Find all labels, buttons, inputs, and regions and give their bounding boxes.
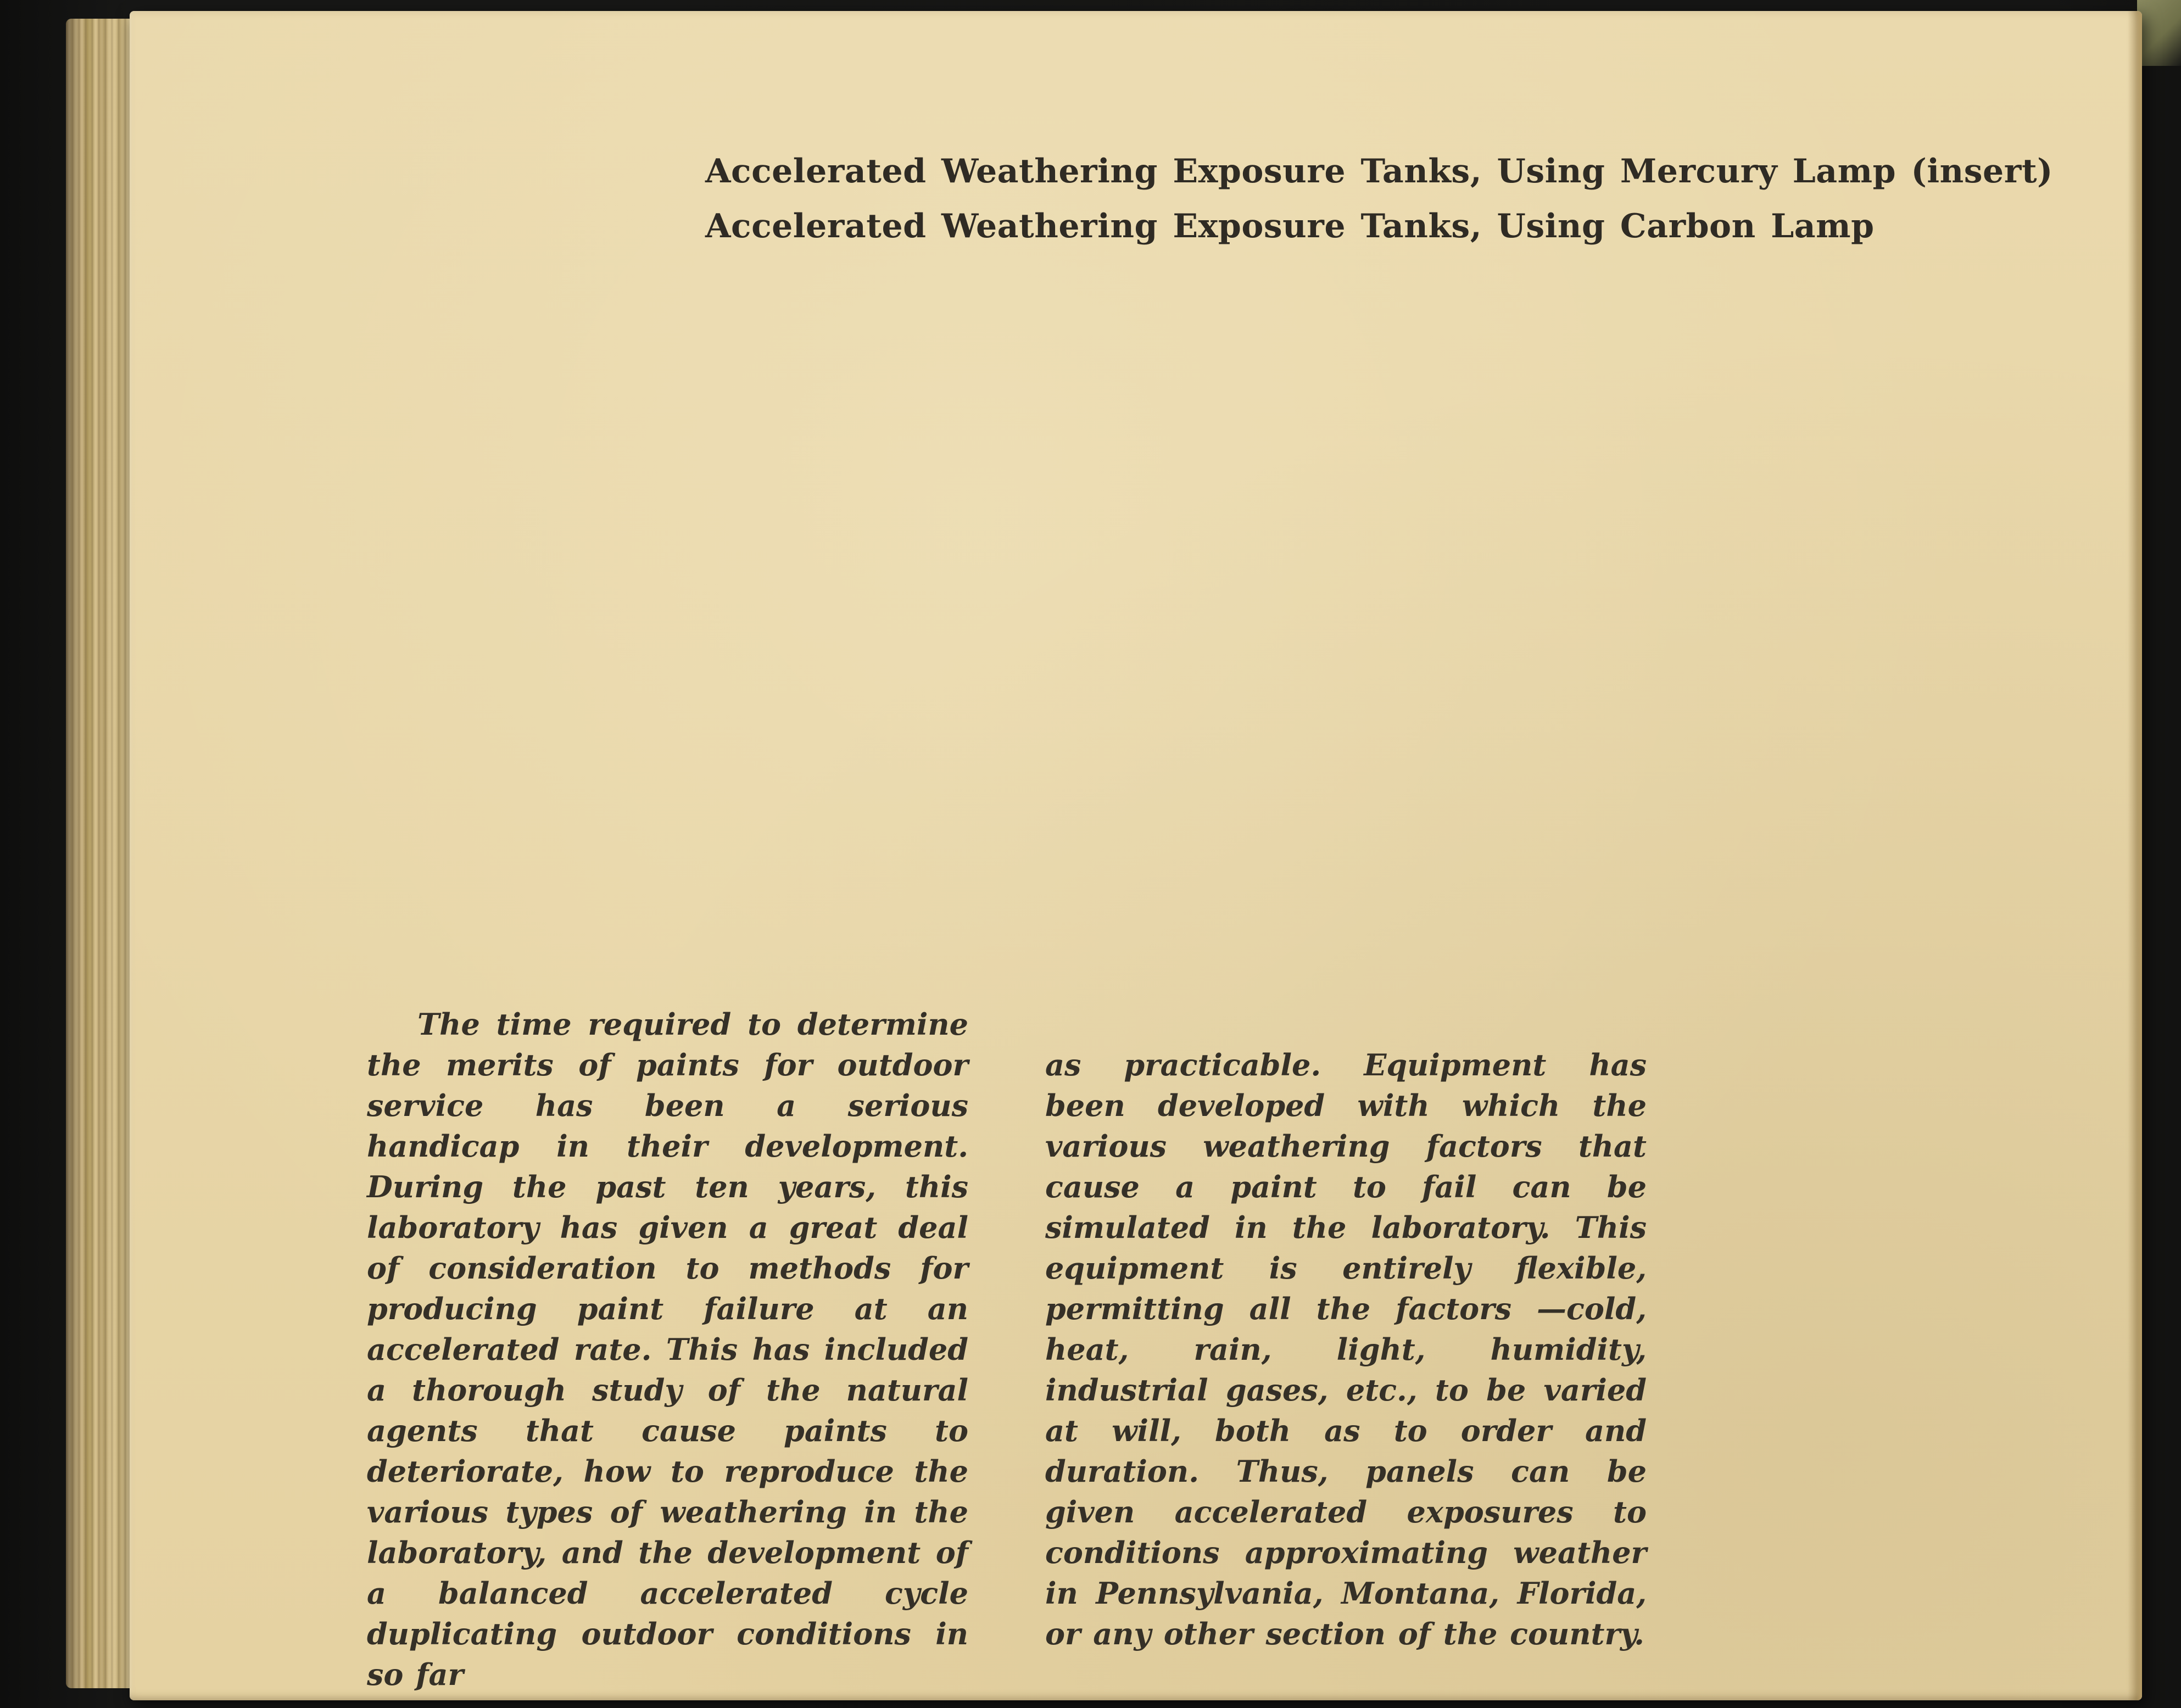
binding-cloth-corner: [2137, 0, 2181, 66]
caption-line-2: Accelerated Weathering Exposure Tanks, Using Carbon Lamp: [705, 207, 1875, 245]
body-text-columns: [367, 1004, 1647, 1695]
photo-caption: [705, 144, 2078, 254]
page-right-edge: [2128, 11, 2142, 1700]
book-page: [130, 11, 2142, 1700]
left-column-text: The time required to determine the merits of paints for outdoor service has been a serious handicap in their development. During the past ten years, this laboratory has given a great deal of consideration to methods for producing paint failure at an accelerated rate. This has included a thorough study of the natural agents that cause paints to deteriorate, how to reproduce the various types of weathering in the laboratory, and the development of a balanced accelerated cycle duplicating outdoor conditions in so far: [367, 1007, 968, 1692]
caption-line-1: Accelerated Weathering Exposure Tanks, Using Mercury Lamp (insert): [705, 152, 2053, 191]
page-stack-edges: [66, 19, 131, 1688]
right-column-text: as practicable. Equipment has been developed with which the various weathering factors that cause a paint to fail can be simulated in the laboratory. This equipment is entirely flexible, permitting all the factors —cold, heat, rain, light, humidity, industrial gases, etc., to be varied at will, both as to order and duration. Thus, panels can be given accelerated exposures to conditions approximating weather in Pennsylvania, Montana, Florida, or any other section of the country.: [1045, 1047, 1647, 1651]
